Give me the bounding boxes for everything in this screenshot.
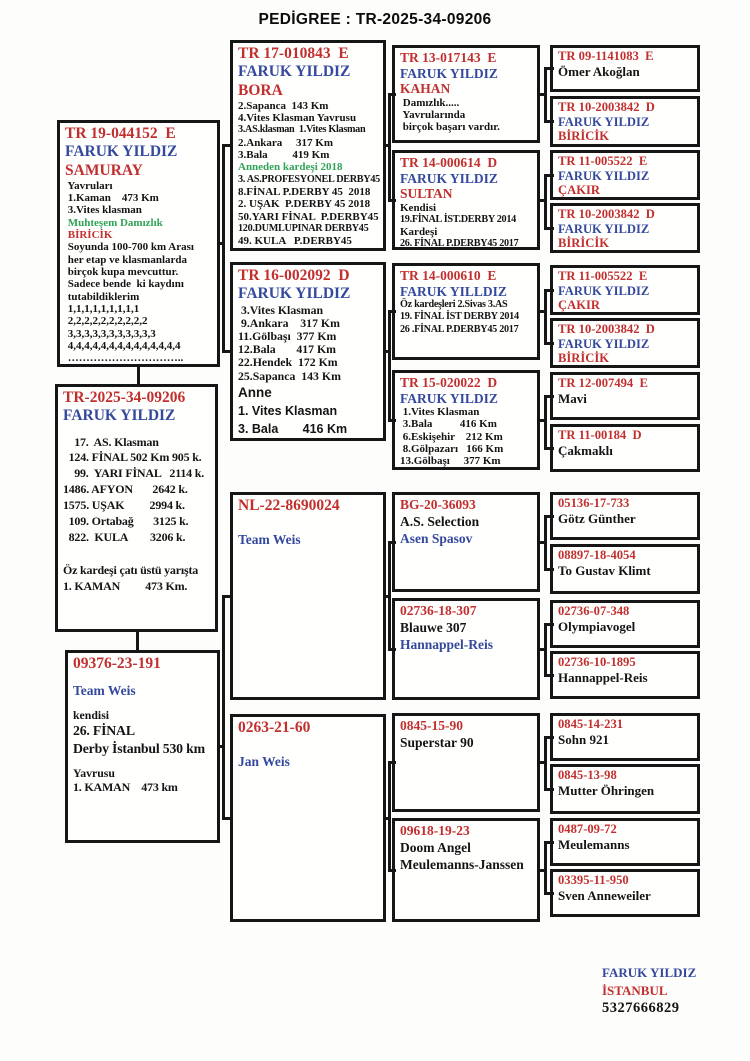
text-line: Öz kardeşleri 2.Sivas 3.AS	[400, 299, 508, 311]
connector-line	[544, 515, 554, 518]
text-line: Çakmaklı	[558, 442, 613, 458]
text-line: TR 15-020022 D	[400, 375, 498, 390]
pedigree-box-tr-11-005522-b	[550, 265, 700, 315]
page-title: PEDİGREE : TR-2025-34-09206	[258, 11, 492, 28]
text-line: 8.Gölpazarı 166 Km	[400, 442, 504, 455]
text-line: TR 14-000610 E	[400, 268, 497, 283]
text-line: KAHAN	[400, 81, 451, 97]
text-line: TR 16-002092 D	[238, 267, 350, 284]
text-line: Muhteşem Damızlık	[65, 216, 163, 229]
connector-line	[385, 817, 390, 820]
text-line: Sven Anneweiler	[558, 887, 651, 903]
text-line: Meulemanns-Janssen	[400, 857, 524, 873]
text-line: TR 10-2003842 D	[558, 322, 655, 336]
text-line: 1575. UŞAK 2994 k.	[63, 497, 185, 512]
text-line: Superstar 90	[400, 734, 474, 750]
text-line: 50.YARI FİNAL P.DERBY45	[238, 210, 379, 223]
pedigree-box-0845-13-98	[550, 764, 700, 814]
text-line: 822. KULA 3206 k.	[63, 529, 186, 544]
connector-line	[388, 310, 391, 422]
text-line: Asen Spasov	[400, 531, 473, 547]
text-line: 2.Sapanca 143 Km	[238, 99, 329, 112]
connector-line	[539, 648, 546, 651]
pedigree-box-02736-07-348	[550, 600, 700, 648]
pedigree-box-08897-18-4054	[550, 544, 700, 594]
text-line: FARUK YILDIZ	[400, 390, 498, 406]
breeder-name: FARUK YILDIZ	[602, 965, 697, 980]
text-line: ÇAKIR	[558, 298, 600, 313]
text-line: 08897-18-4054	[558, 548, 636, 562]
pedigree-box-tr-10-2003842-c	[550, 318, 700, 368]
text-line: TR 09-1141083 E	[558, 49, 654, 63]
text-line: FARUK YILDIZ	[558, 114, 650, 129]
text-line: 03395-11-950	[558, 873, 629, 887]
text-line: FARUK YILDIZ	[558, 221, 650, 236]
text-line: Kendisi	[400, 201, 437, 214]
connector-line	[544, 289, 547, 345]
text-line: 3. AS.PROFESYONEL DERBY45	[238, 173, 380, 185]
text-line: 109. Ortabağ 3125 k.	[63, 513, 189, 528]
connector-line	[136, 631, 139, 651]
pedigree-box-tr-11-00184	[550, 424, 700, 472]
text-line: 3.Vites Klasman	[238, 302, 324, 317]
connector-line	[222, 595, 225, 820]
text-line: 9.Ankara 317 Km	[238, 315, 340, 330]
text-line: BORA	[238, 81, 283, 99]
connector-line	[544, 841, 547, 895]
connector-line	[544, 841, 554, 844]
text-line: 3.Vites klasman	[65, 204, 142, 217]
connector-line	[222, 595, 231, 598]
text-line: FARUK YILDIZ	[558, 283, 650, 298]
text-line: 25.Sapanca 143 Km	[238, 368, 341, 383]
text-line: 124. FİNAL 502 Km 905 k.	[63, 450, 202, 465]
connector-line	[544, 788, 554, 791]
text-line: 0845-13-98	[558, 768, 617, 782]
text-line: FARUK YILDIZ	[400, 65, 498, 81]
text-line: 2,2,2,2,2,2,2,2,2,2	[65, 315, 148, 328]
connector-line	[388, 93, 391, 202]
text-line: TR 12-007494 E	[558, 376, 648, 390]
text-line: 4.Vites Klasman Yavrusu	[238, 112, 357, 125]
text-line: Yavrusu	[73, 766, 115, 781]
pedigree-box-bg-20-36093	[392, 492, 540, 592]
text-line: Derby İstanbul 530 km	[73, 741, 205, 757]
connector-line	[218, 242, 224, 245]
text-line: Team Weis	[238, 532, 301, 548]
connector-line	[544, 623, 554, 626]
breeder-phone: 5327666829	[602, 1000, 680, 1017]
text-line: 02736-18-307	[400, 603, 477, 618]
pedigree-box-tr-11-005522-a	[550, 150, 700, 200]
text-line: SULTAN	[400, 186, 453, 202]
text-line: Hannappel-Reis	[558, 669, 648, 685]
pedigree-box-02736-18-307	[392, 598, 540, 700]
spacer	[63, 554, 210, 563]
text-line: her etap ve klasmanlarda	[65, 253, 188, 266]
pedigree-box-tr-14-000610	[392, 263, 540, 360]
text-line: To Gustav Klimt	[558, 562, 651, 578]
connector-line	[385, 350, 390, 353]
connector-line	[222, 817, 231, 820]
pedigree-box-tr-17-010843	[230, 40, 386, 251]
text-line: 1. KAMAN 473 km	[73, 780, 178, 795]
text-line: NL-22-8690024	[238, 497, 340, 514]
text-line: Anne	[238, 384, 272, 400]
text-line: 26. FİNAL P.DERBY45 2017	[400, 238, 519, 250]
text-line: TR 10-2003842 D	[558, 207, 655, 221]
text-line: 09618-19-23	[400, 823, 470, 838]
connector-line	[388, 419, 396, 422]
text-line: 1. Vites Klasman	[238, 404, 338, 419]
text-line: Kardeşi	[400, 226, 438, 239]
connector-line	[544, 395, 554, 398]
text-line: 8.FİNAL P.DERBY 45 2018	[238, 185, 371, 198]
pedigree-box-nl-22-8690024	[230, 492, 386, 700]
text-line: TR 10-2003842 D	[558, 100, 655, 114]
pedigree-box-0845-14-231	[550, 713, 700, 761]
text-line: A.S. Selection	[400, 513, 480, 529]
text-line: ÇAKIR	[558, 183, 600, 198]
text-line: 02736-10-1895	[558, 655, 636, 669]
pedigree-box-tr-2025-34-09206	[55, 384, 218, 632]
connector-line	[539, 869, 546, 872]
connector-line	[222, 144, 231, 147]
spacer	[63, 426, 210, 435]
text-line: Soyunda 100-700 km Arası	[65, 241, 194, 254]
connector-line	[539, 419, 546, 422]
connector-line	[388, 310, 396, 313]
text-line: FARUK YILDIZ	[65, 143, 178, 161]
text-line: BİRİCİK	[558, 129, 610, 144]
text-line: TR 11-00184 D	[558, 428, 642, 442]
pedigree-box-tr-19-044152	[57, 120, 220, 367]
text-line: 1,1,1,1,1,1,1,1,1	[65, 302, 140, 315]
connector-line	[544, 447, 554, 450]
pedigree-box-tr-10-2003842-a	[550, 96, 700, 147]
connector-line	[544, 67, 554, 70]
pedigree-box-0487-09-72	[550, 818, 700, 866]
text-line: 0487-09-72	[558, 822, 617, 836]
connector-line	[544, 174, 547, 230]
pedigree-box-05136-17-733	[550, 492, 700, 540]
pedigree-box-09376-23-191	[65, 650, 220, 843]
pedigree-box-0845-15-90	[392, 713, 540, 812]
pedigree-box-0263-21-60	[230, 714, 386, 922]
text-line: birçok başarı vardır.	[400, 121, 500, 134]
text-line: Jan Weis	[238, 754, 290, 770]
text-line: Sadece bende ki kaydını	[65, 278, 184, 291]
text-line: FARUK YILDIZ	[238, 63, 351, 81]
connector-line	[539, 761, 546, 764]
spacer	[238, 515, 378, 531]
text-line: TR 17-010843 E	[238, 45, 349, 62]
text-line: 26 .FİNAL P.DERBY45 2017	[400, 323, 519, 335]
text-line: 09376-23-191	[73, 655, 161, 672]
text-line: …………………………..	[65, 352, 184, 365]
connector-line	[222, 350, 231, 353]
spacer	[238, 737, 378, 753]
connector-line	[388, 541, 396, 544]
connector-line	[544, 174, 554, 177]
text-line: SAMURAY	[65, 161, 143, 179]
connector-line	[539, 541, 546, 544]
text-line: 05136-17-733	[558, 496, 630, 510]
text-line: Olympiavogel	[558, 618, 636, 634]
text-line: FARUK YILDIZ	[558, 336, 650, 351]
text-line: TR-2025-34-09206	[63, 389, 186, 406]
text-line: 11.Gölbaşı 377 Km	[238, 328, 337, 343]
connector-line	[544, 892, 554, 895]
connector-line	[544, 120, 554, 123]
text-line: 0845-15-90	[400, 718, 463, 733]
connector-line	[388, 199, 396, 202]
connector-line	[137, 366, 140, 385]
text-line: 4,4,4,4,4,4,4,4,4,4,4,4,4,4	[65, 339, 181, 352]
pedigree-box-tr-10-2003842-b	[550, 203, 700, 253]
connector-line	[388, 869, 396, 872]
text-line: Yavrularında	[400, 108, 466, 121]
text-line: 3,3,3,3,3,3,3,3,3,3,3	[65, 327, 156, 340]
text-line: 26. FİNAL	[73, 723, 135, 739]
spacer	[63, 545, 210, 554]
text-line: BG-20-36093	[400, 497, 476, 512]
connector-line	[218, 745, 224, 748]
text-line: BİRİCİK	[558, 236, 610, 251]
text-line: 1486. AFYON 2642 k.	[63, 482, 188, 497]
text-line: TR 11-005522 E	[558, 269, 648, 283]
text-line: 1.Vites Klasman	[400, 406, 480, 419]
pedigree-box-tr-12-007494	[550, 372, 700, 420]
connector-line	[544, 227, 554, 230]
connector-line	[385, 595, 390, 598]
connector-line	[544, 674, 554, 677]
text-line: 02736-07-348	[558, 604, 630, 618]
pedigree-box-tr-16-002092	[230, 262, 386, 441]
text-line: FARUK YILDIZ	[63, 407, 176, 425]
text-line: Götz Günther	[558, 510, 636, 526]
text-line: Mavi	[558, 390, 587, 406]
text-line: 19. FİNAL İST DERBY 2014	[400, 311, 519, 323]
text-line: Anneden kardeşi 2018	[238, 161, 343, 174]
text-line: 3.AS.klasman 1.Vites Klasman	[238, 124, 366, 136]
text-line: Doom Angel	[400, 839, 471, 855]
text-line: 1. KAMAN 473 Km.	[63, 579, 188, 594]
text-line: 12.Bala 417 Km	[238, 342, 336, 357]
text-line: 2.Ankara 317 Km	[238, 136, 334, 149]
text-line: Meulemanns	[558, 836, 630, 852]
text-line: 17. AS. Klasman	[63, 434, 159, 449]
text-line: 1.Kaman 473 Km	[65, 192, 159, 205]
text-line: FARUK YILLDIZ	[400, 283, 507, 299]
connector-line	[539, 310, 546, 313]
text-line: 22.Hendek 172 Km	[238, 355, 338, 370]
pedigree-box-09618-19-23	[392, 818, 540, 922]
spacer	[73, 673, 212, 682]
connector-line	[539, 199, 546, 202]
text-line: 120.DUMLUPINAR DERBY45	[238, 222, 369, 234]
text-line: birçok kupa mevcuttur.	[65, 266, 179, 279]
connector-line	[388, 761, 396, 764]
text-line: 0263-21-60	[238, 719, 311, 736]
text-line: FARUK YILDIZ	[558, 168, 650, 183]
breeder-signature	[602, 964, 696, 1019]
text-line: Öz kardeşi çatı üstü yarışta	[63, 563, 199, 578]
text-line: TR 19-044152 E	[65, 125, 176, 142]
text-line: 19.FİNAL İST.DERBY 2014	[400, 213, 516, 225]
text-line: TR 11-005522 E	[558, 154, 648, 168]
text-line: FARUK YILDIZ	[238, 285, 351, 303]
pedigree-box-tr-14-000614	[392, 150, 540, 250]
text-line: TR 13-017143 E	[400, 50, 497, 65]
pedigree-box-tr-13-017143	[392, 45, 540, 143]
connector-line	[222, 144, 225, 353]
connector-line	[388, 648, 396, 651]
text-line: 3. Bala 416 Km	[238, 422, 348, 437]
text-line: BİRİCİK	[558, 351, 610, 366]
connector-line	[388, 93, 396, 96]
text-line: 99. YARI FİNAL 2114 k.	[63, 466, 205, 481]
text-line: BİRİCİK	[65, 229, 113, 242]
text-line: 2. UŞAK P.DERBY 45 2018	[238, 198, 371, 211]
text-line: Mutter Öhringen	[558, 782, 655, 798]
connector-line	[544, 289, 554, 292]
text-line: kendisi	[73, 708, 110, 723]
text-line: 6.Eskişehir 212 Km	[400, 430, 503, 443]
text-line: 49. KULA P.DERBY45	[238, 235, 352, 248]
text-line: Blauwe 307	[400, 619, 467, 635]
text-line: Damızlık.....	[400, 96, 460, 109]
breeder-city: İSTANBUL	[602, 982, 668, 998]
pedigree-box-03395-11-950	[550, 869, 700, 917]
pedigree-box-02736-10-1895	[550, 651, 700, 699]
text-line: Yavruları	[65, 179, 113, 192]
connector-line	[539, 93, 546, 96]
pedigree-box-tr-15-020022	[392, 370, 540, 470]
text-line: 3.Bala 416 Km	[400, 418, 497, 431]
text-line: Ömer Akoğlan	[558, 63, 640, 79]
text-line: Hannappel-Reis	[400, 637, 494, 653]
connector-line	[544, 736, 554, 739]
text-line: Team Weis	[73, 683, 136, 699]
connector-line	[544, 342, 554, 345]
text-line: tutabildiklerim	[65, 290, 140, 303]
text-line: 13.Gölbaşı 377 Km	[400, 455, 501, 468]
connector-line	[544, 395, 547, 450]
text-line: FARUK YILDIZ	[400, 170, 498, 186]
connector-line	[544, 568, 554, 571]
text-line: 3.Bala 419 Km	[238, 149, 330, 162]
pedigree-box-tr-09-1141083	[550, 45, 700, 92]
text-line: 0845-14-231	[558, 717, 624, 731]
text-line: TR 14-000614 D	[400, 155, 498, 170]
text-line: Sohn 921	[558, 731, 609, 747]
connector-line	[385, 144, 390, 147]
